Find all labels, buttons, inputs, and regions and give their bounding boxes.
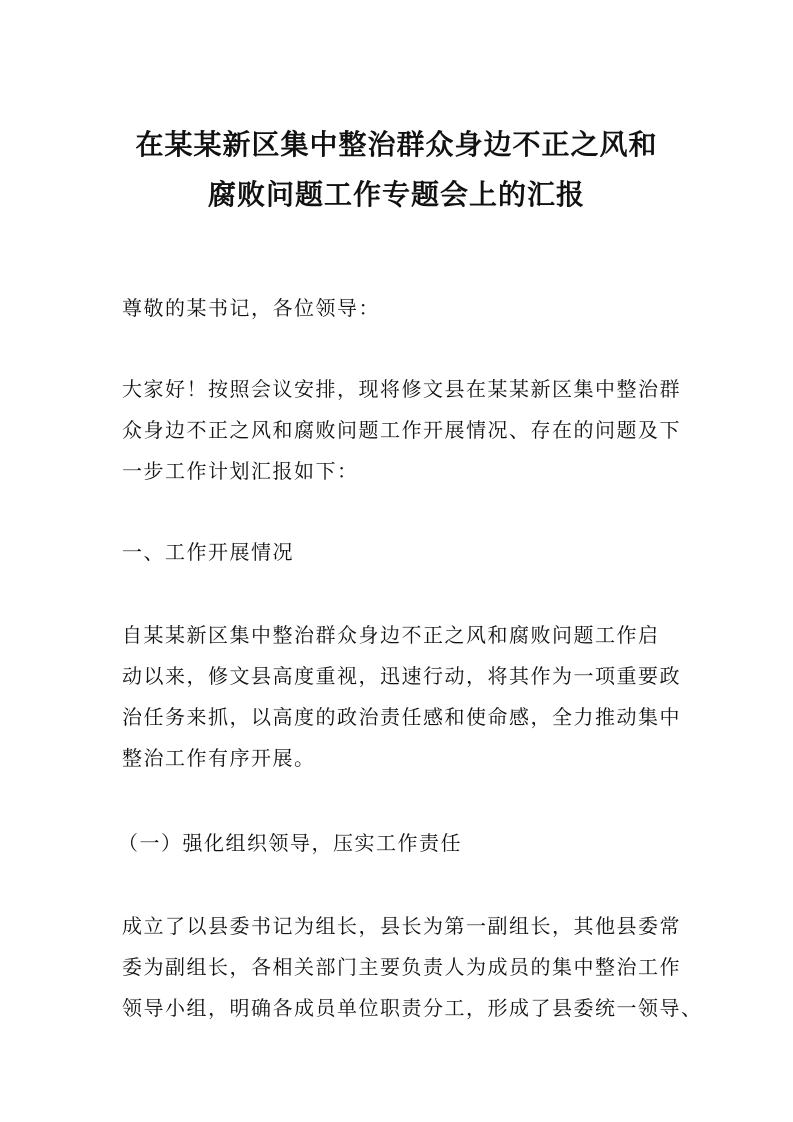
subsection-1-line: 委为副组长，各相关部门主要负责人为成员的集中整治工作: [122, 955, 681, 979]
salutation: [122, 288, 682, 329]
subsection-1-paragraph: [122, 906, 703, 1029]
section-1-heading: [122, 532, 682, 573]
document-title-line-1: 在某某新区集中整治群众身边不正之风和: [135, 128, 658, 161]
intro-line: 众身边不正之风和腐败问题工作开展情况、存在的问题及下: [122, 418, 681, 442]
document-title-line-2: 腐败问题工作专题会上的汇报: [207, 178, 585, 211]
section-1-line: 自某某新区集中整治群众身边不正之风和腐败问题工作启: [122, 623, 660, 647]
section-1-line: 整治工作有序开展。: [122, 746, 316, 770]
intro-paragraph: [122, 369, 682, 492]
subsection-1-heading-text: （一）强化组织领导，压实工作责任: [118, 831, 462, 855]
section-1-line: 治任务来抓，以高度的政治责任感和使命感，全力推动集中: [122, 705, 681, 729]
intro-line: 一步工作计划汇报如下：: [122, 459, 359, 483]
section-1-heading-text: 一、工作开展情况: [122, 540, 294, 564]
subsection-1-line: 领导小组，明确各成员单位职责分工，形成了县委统一领导、: [122, 996, 703, 1020]
section-1-line: 动以来，修文县高度重视，迅速行动，将其作为一项重要政: [122, 664, 681, 688]
subsection-1-line: 成立了以县委书记为组长，县长为第一副组长，其他县委常: [122, 914, 681, 938]
section-1-paragraph: [122, 615, 682, 779]
subsection-1-heading: [118, 823, 678, 864]
salutation-text: 尊敬的某书记，各位领导：: [122, 296, 380, 320]
intro-line: 大家好！按照会议安排，现将修文县在某某新区集中整治群: [122, 377, 681, 401]
